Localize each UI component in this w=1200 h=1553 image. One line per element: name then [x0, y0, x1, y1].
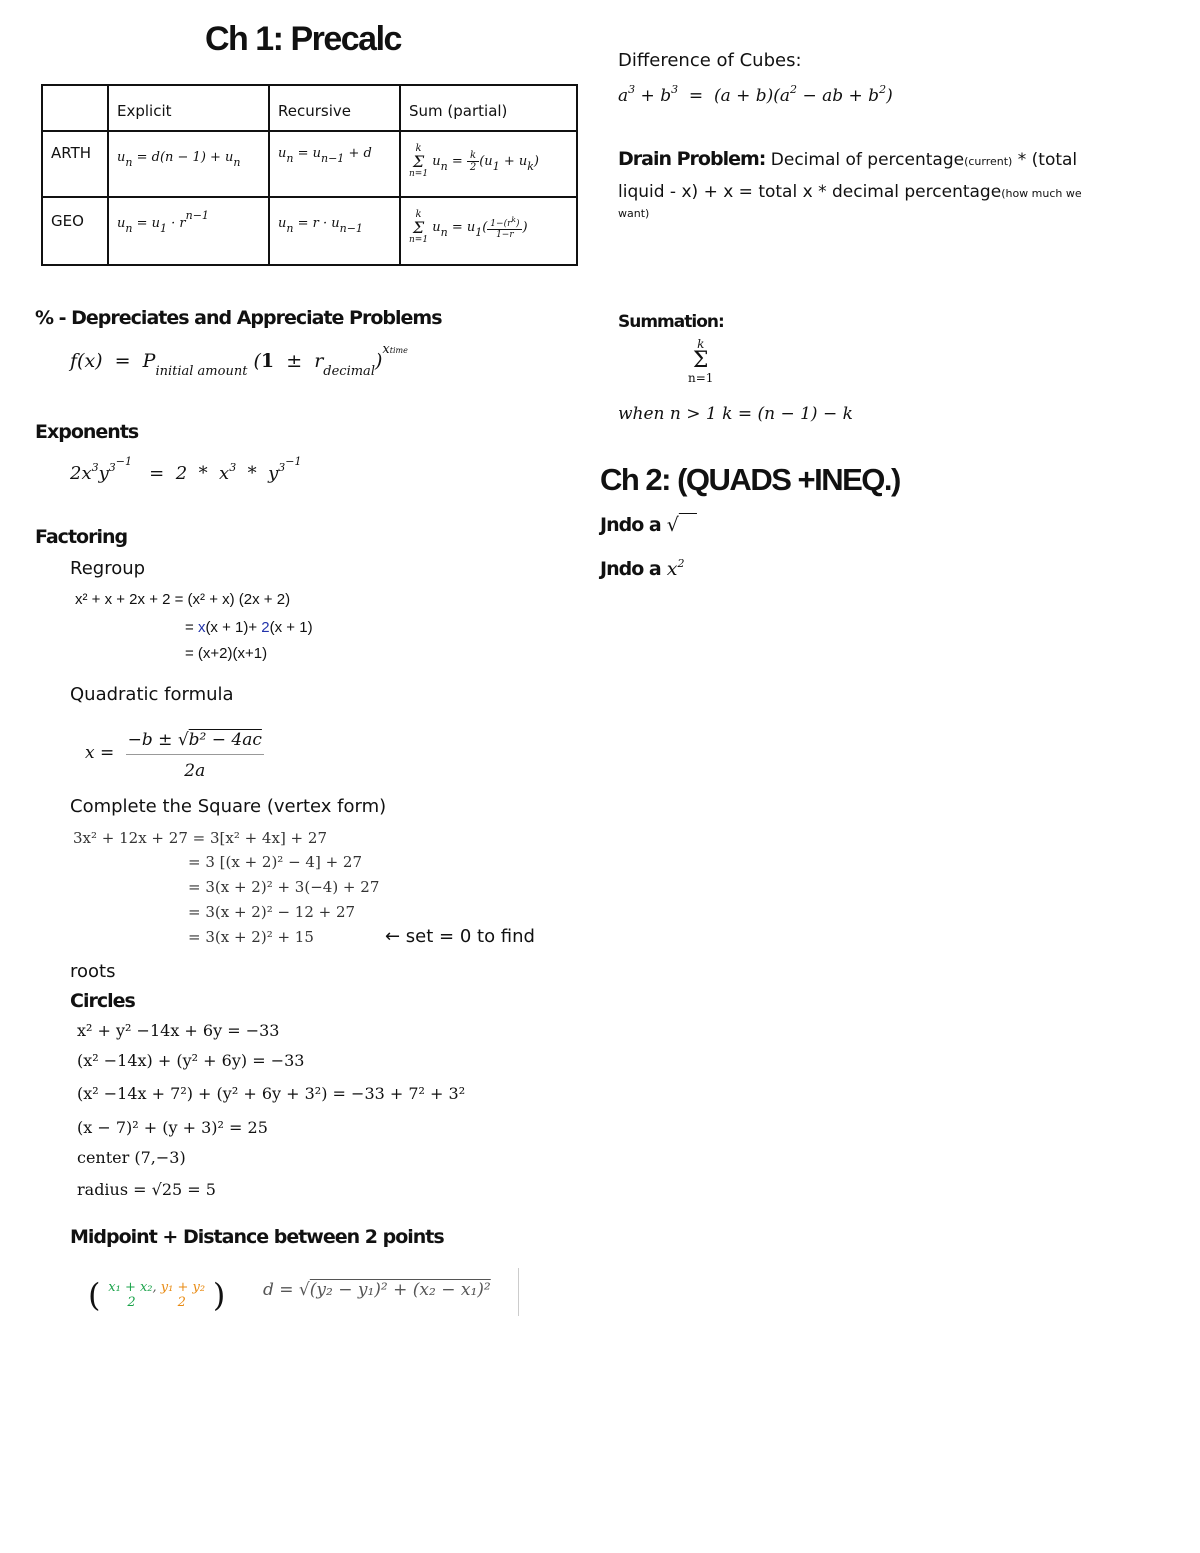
undo-root: Jndo a √: [600, 514, 697, 536]
table-header-recursive: Recursive: [278, 102, 351, 120]
circles-line-1: x² + y² −14x + 6y = −33: [77, 1021, 280, 1040]
arth-sum-formula: k Σ n=1 $u_n$ = $\frac{k}{2}$ $(u_1 + u_k)$: [409, 143, 539, 179]
table-header-sum: Sum (partial): [409, 102, 508, 120]
circles-line-4: (x − 7)² + (y + 3)² = 25: [77, 1118, 268, 1137]
quadratic-formula: x = $\frac{\text{−b ± √b² − 4ac}}{2a}$: [85, 730, 262, 781]
quadratic-formula-label: Quadratic formula: [70, 684, 234, 705]
geo-recursive-formula: $u_n = r \cdot u_{n-1}$: [278, 216, 363, 235]
complete-square-line-3: = 3(x + 2)² + 3(−4) + 27: [188, 878, 380, 896]
growth-formula: $f(x) = P_{initial amount}$ $(1 \pm r_{decimal})^{xtime}$: [70, 342, 408, 379]
chapter-2-title: Ch 2: (QUADS +INEQ.): [600, 462, 900, 497]
circles-line-2: (x² −14x) + (y² + 6y) = −33: [77, 1051, 305, 1070]
complete-square-label: Complete the Square (vertex form): [70, 796, 387, 817]
summation-heading: Summation:: [618, 312, 724, 332]
drain-problem-heading: Drain Problem:: [618, 148, 766, 170]
circles-heading: Circles: [70, 990, 135, 1012]
arth-explicit-formula: $u_n = d(n - 1) + u_n$: [117, 150, 241, 169]
distance-formula: d = √(y₂ − y₁)² + (x₂ − x₁)²: [263, 1280, 491, 1300]
circles-line-3: (x² −14x + 7²) + (y² + 6y + 3²) = −33 + 7² + 3²: [77, 1084, 466, 1103]
midpoint-formula: ( x₁ + x₂, y₁ + y₂ 2 2 ): [88, 1276, 226, 1314]
complete-square-line-1: 3x² + 12x + 27 = 3[x² + 4x] + 27: [73, 829, 327, 847]
complete-square-line-4: = 3(x + 2)² − 12 + 27: [188, 903, 356, 921]
complete-square-note: ← set = 0 to find: [385, 926, 535, 947]
x-squared-symbol: $x^2$: [666, 557, 685, 580]
table-header-empty: [42, 85, 108, 131]
table-header-explicit: Explicit: [117, 102, 172, 120]
complete-square-line-2: = 3 [(x + 2)² − 4] + 27: [188, 853, 363, 871]
regroup-line-3: = (x+2)(x+1): [185, 645, 268, 662]
regroup-line-1: x² + x + 2x + 2 = (x² + x) (2x + 2): [75, 591, 291, 608]
exponents-heading: Exponents: [35, 421, 139, 443]
square-root-symbol: √: [666, 514, 679, 536]
arth-recursive-formula: $u_n = u_{n-1} + d$: [278, 146, 372, 165]
midpoint-heading: Midpoint + Distance between 2 points: [70, 1226, 444, 1248]
drain-problem: Drain Problem: Decimal of percentage(current) * (total liquid - x) + x = total x * decimal percentage(how much we $^{want)}$: [618, 148, 1082, 220]
sequence-table: [41, 84, 578, 266]
distance-divider: [518, 1268, 519, 1316]
percent-problems-heading: % - Depreciates and Appreciate Problems: [35, 307, 442, 329]
page-title: Ch 1: Precalc: [205, 20, 401, 58]
regroup-label: Regroup: [70, 558, 146, 579]
circles-radius: radius = √25 = 5: [77, 1180, 216, 1199]
factoring-heading: Factoring: [35, 526, 128, 548]
summation-symbol: k Σ n=1: [688, 337, 714, 385]
geo-explicit-formula: $u_n = u_1 \cdot r^{n-1}$: [117, 209, 209, 235]
complete-square-note-cont: roots: [70, 961, 116, 982]
table-row-label-arth: ARTH: [51, 144, 92, 162]
complete-square-line-5: = 3(x + 2)² + 15: [188, 928, 314, 946]
regroup-line-2: = x(x + 1)+ 2(x + 1): [185, 619, 313, 636]
summation-condition: when n > 1 k = (n − 1) − k: [618, 404, 853, 424]
difference-of-cubes-formula: $a^3 + b^3 = (a + b)(a^2$ − ab + $b^2$): [618, 83, 893, 106]
exponent-example: $2x^3y^{3-1} = 2 * x^3 * y^{3-1}$: [70, 455, 302, 484]
difference-of-cubes-heading: Difference of Cubes:: [618, 50, 802, 71]
undo-square: Jndo a $x^2$: [600, 557, 685, 580]
geo-sum-formula: k Σ n=1 $u_n = u_1$( $\frac{1-(r^k)}{1-r}$ ): [409, 209, 528, 245]
table-row-label-geo: GEO: [51, 212, 84, 230]
circles-center: center (7,−3): [77, 1148, 186, 1167]
